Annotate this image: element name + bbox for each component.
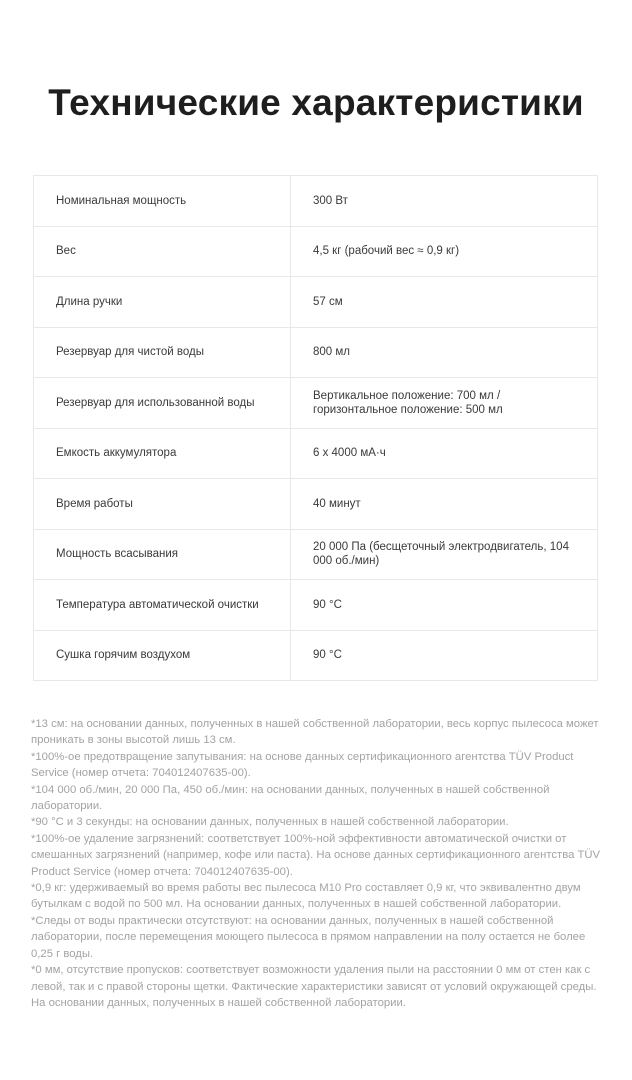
spec-label: Емкость аккумулятора <box>34 428 291 479</box>
footnote: *104 000 об./мин, 20 000 Па, 450 об./мин: на основании данных, полученных в нашей собственной лаборатории. <box>31 783 550 813</box>
spec-row-suction-power <box>34 529 598 580</box>
spec-value: 6 x 4000 мА·ч <box>291 428 598 479</box>
spec-label: Резервуар для чистой воды <box>34 327 291 378</box>
footnote: *13 см: на основании данных, полученных в нашей собственной лаборатории, весь корпус пылесоса может проникать в зоны высотой лишь 13 см. <box>31 718 599 747</box>
spec-table <box>33 175 598 681</box>
spec-value: 57 см <box>291 277 598 328</box>
spec-label: Мощность всасывания <box>34 529 291 580</box>
footnotes <box>31 716 603 1011</box>
footnote: *Следы от воды практически отсутствуют: на основании данных, полученных в нашей собственной лаборатории, после перемещения моющего пылесоса в прямом направлении на полу остается не более 0,25 г воды. <box>31 914 586 960</box>
spec-label: Длина ручки <box>34 277 291 328</box>
spec-value: 800 мл <box>291 327 598 378</box>
spec-row-dirty-water-tank <box>34 378 598 429</box>
spec-label: Резервуар для использованной воды <box>34 378 291 429</box>
spec-label: Вес <box>34 226 291 277</box>
spec-row-battery-capacity <box>34 428 598 479</box>
spec-value: 4,5 кг (рабочий вес ≈ 0,9 кг) <box>291 226 598 277</box>
spec-value: 90 °C <box>291 580 598 631</box>
page-title: Технические характеристики <box>48 82 584 123</box>
spec-value: 40 минут <box>291 479 598 530</box>
spec-label: Время работы <box>34 479 291 530</box>
spec-label: Сушка горячим воздухом <box>34 630 291 681</box>
spec-value: Вертикальное положение: 700 мл / горизонтальное положение: 500 мл <box>291 378 598 429</box>
footnote: *90 °C и 3 секунды: на основании данных, полученных в нашей собственной лаборатории. <box>31 816 509 829</box>
spec-value: 90 °C <box>291 630 598 681</box>
spec-row-weight <box>34 226 598 277</box>
footnote: *100%-ое предотвращение запутывания: на основе данных сертификационного агентства TÜV Product Service (номер отчета: 704012407635-00). <box>31 750 574 780</box>
footnote: *100%-ое удаление загрязнений: соответствует 100%-ной эффективности автоматической очистки от смешанных загрязнений (например, кофе или паста). На основе данных сертификационного агентства TÜV Product Service (номер отчета: 704012407635-00). <box>31 832 601 878</box>
spec-row-clean-water-tank <box>34 327 598 378</box>
spec-row-runtime <box>34 479 598 530</box>
footnote: *0 мм, отсутствие пропусков: соответствует возможности удаления пыли на расстоянии 0 мм от стен как с левой, так и с правой стороны щетки. Фактические характеристики зависят от условий окружающей среды. На основании данных, полученных в нашей собственной лаборатории. <box>31 964 597 1009</box>
spec-row-rated-power <box>34 176 598 227</box>
footnote: *0,9 кг: удерживаемый во время работы вес пылесоса M10 Pro составляет 0,9 кг, что эквивалентно двум бутылкам с водой по 500 мл. На основании данных, полученных в нашей собственной лаборатории. <box>31 882 581 911</box>
spec-row-self-clean-temperature <box>34 580 598 631</box>
spec-row-hot-air-drying <box>34 630 598 681</box>
spec-label: Температура автоматической очистки <box>34 580 291 631</box>
spec-label: Номинальная мощность <box>34 176 291 227</box>
spec-value: 20 000 Па (бесщеточный электродвигатель, 104 000 об./мин) <box>291 529 598 580</box>
spec-value: 300 Вт <box>291 176 598 227</box>
spec-row-handle-length <box>34 277 598 328</box>
